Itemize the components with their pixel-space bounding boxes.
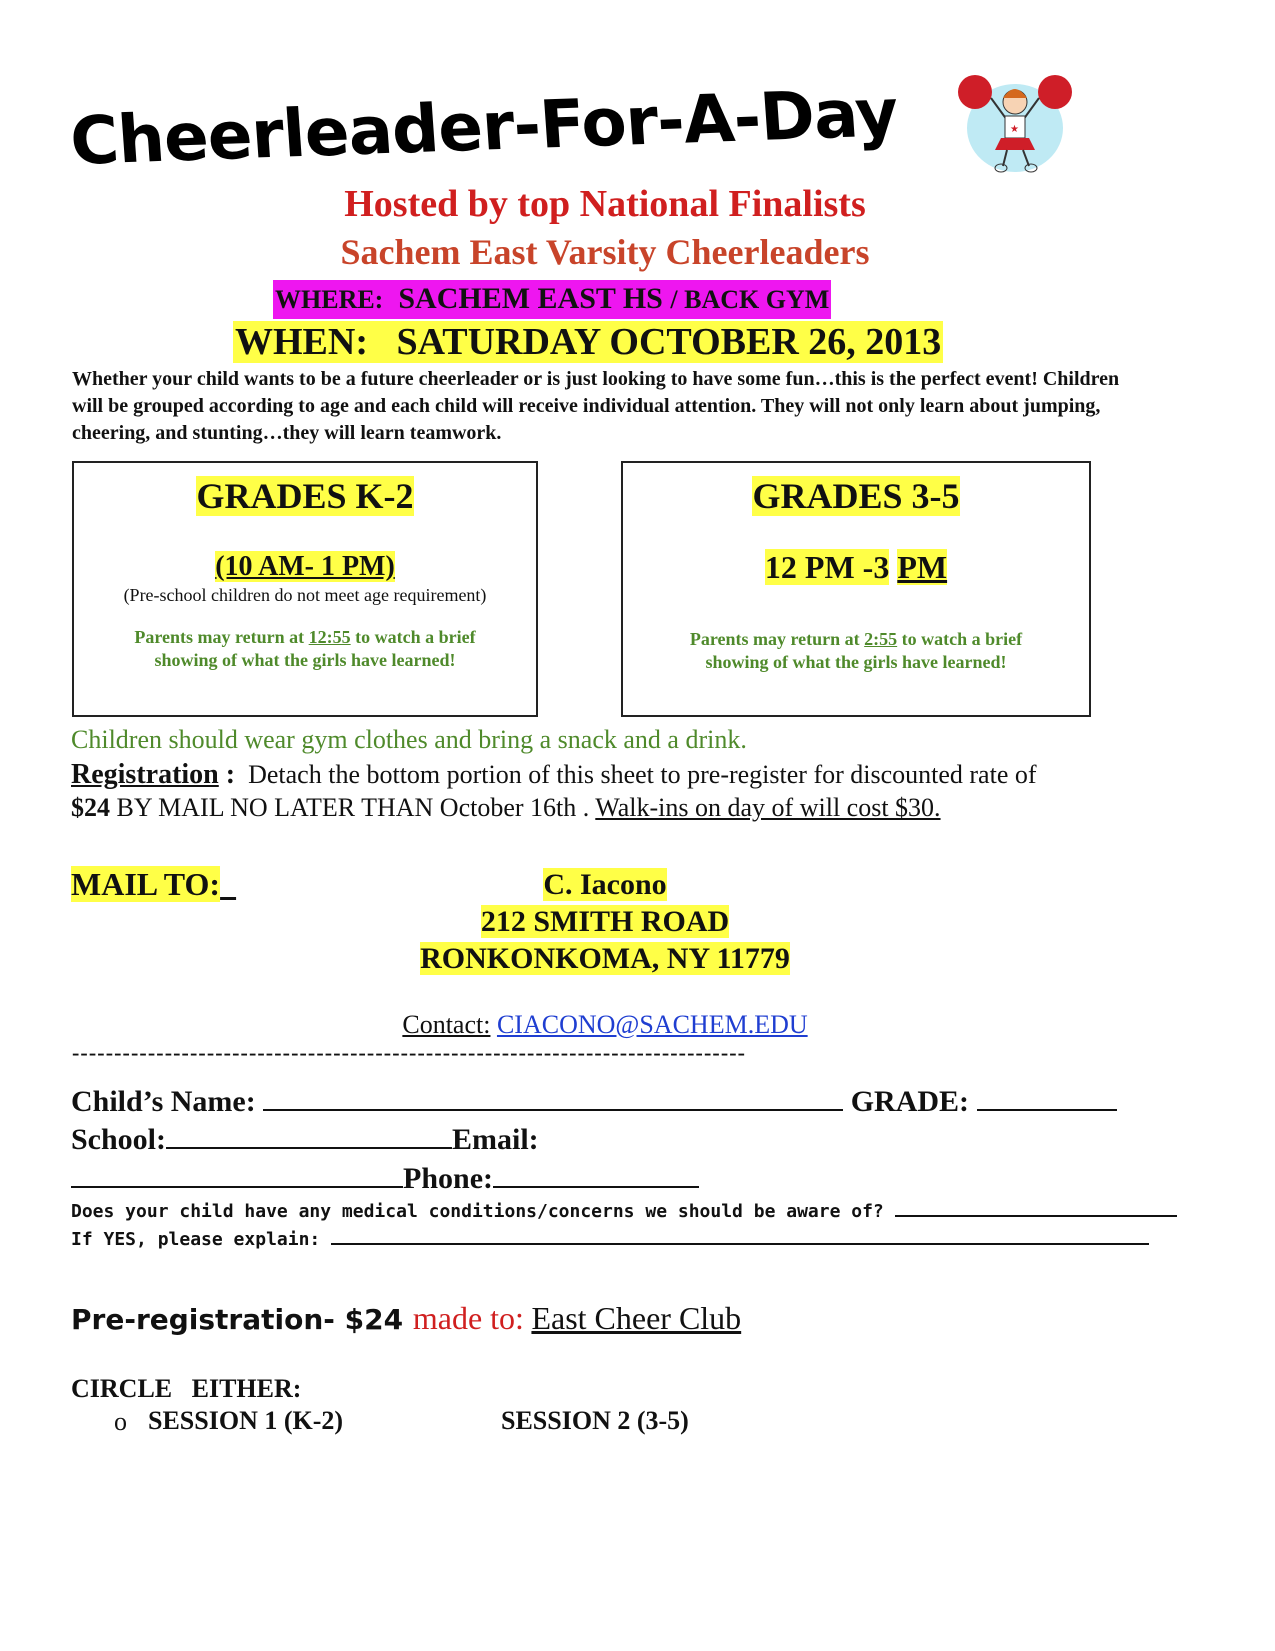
walkins-note: Walk-ins on day of will cost $30. [595,793,941,822]
when-value: SATURDAY OCTOBER 26, 2013 [396,321,942,363]
parents-note-35: Parents may return at 2:55 to watch a brief showing of what the girls have learned! [689,629,1023,672]
email-field[interactable] [71,1185,403,1188]
child-name-label: Child’s Name: [71,1085,256,1118]
registration-text: Registration : Detach the bottom portion of this sheet to pre-register for discounted rate of $24 BY MAIL NO LATER THAN October 16th . Walk-ins on day of will cost $30. [71,759,1037,822]
school-field[interactable] [166,1146,452,1149]
child-name-row [71,1085,1117,1119]
session-1-option[interactable]: SESSION 1 (K-2) [148,1406,344,1435]
where-line [273,280,938,318]
mail-city: RONKONKOMA, NY 11779 [420,942,790,975]
prereg-made-to: made to: [412,1300,524,1336]
explain-row [71,1229,1149,1250]
grades-k2: GRADES K-2 [196,476,414,516]
time-k2: (10 AM- 1 PM) [215,551,395,582]
medical-row [71,1201,1177,1222]
registration-label: Registration [71,759,219,790]
detach-divider: -------------------------------------------------------------------------------- [72,1040,747,1065]
age-note: (Pre-school children do not meet age requirement) [123,585,487,605]
child-name-field[interactable] [263,1108,843,1111]
mail-name: C. Iacono [543,868,667,901]
phone-row [71,1162,699,1196]
school-label: School: [71,1123,167,1156]
session-box-k2 [72,461,538,717]
return-time-k2: 12:55 [308,627,351,647]
school-row [71,1123,539,1157]
contact-label: Contact: [402,1010,491,1039]
grade-field[interactable] [977,1108,1117,1111]
svg-text:★: ★ [1010,124,1019,135]
phone-label: Phone: [403,1162,493,1195]
where-suffix: / BACK GYM [670,285,830,314]
hosted-by: Hosted by top National Finalists [344,183,866,225]
when-line [233,320,943,364]
where-label: WHERE: [275,285,384,314]
email-label: Email: [452,1123,539,1156]
contact-email-link[interactable]: CIACONO@SACHEM.EDU [496,1010,808,1039]
attire-note: Children should wear gym clothes and bring a snack and a drink. [71,725,747,754]
when-label: WHEN: [235,321,368,363]
intro-text: Whether your child wants to be a future cheerleader or is just looking to have some fun…this is the perfect event! Children will be grouped according to age and each child will receive individual attention. They will not only learn about jumping, cheering, and stunting…they will learn teamwork. [72,368,1120,444]
time-35-b: PM [897,549,948,585]
mail-street: 212 SMITH ROAD [480,905,730,938]
parents-note-k2: Parents may return at 12:55 to watch a brief showing of what the girls have learned! [134,627,476,670]
team-name: Sachem East Varsity Cheerleaders [340,232,870,272]
medical-label: Does your child have any medical conditions/concerns we should be aware of? [71,1201,884,1222]
session-2-option[interactable]: SESSION 2 (3-5) [501,1406,689,1435]
cheerleader-icon [955,68,1075,178]
phone-field[interactable] [493,1185,699,1188]
prereg-label: Pre-registration- $24 [71,1303,413,1336]
mail-address [405,866,805,977]
mail-to-label: MAIL TO: [71,866,221,902]
session-box-35 [621,461,1091,717]
where-value: SACHEM EAST HS [398,282,663,315]
contact-line [0,1010,1210,1040]
return-time-35: 2:55 [864,629,898,649]
prereg-line [71,1300,741,1337]
registration-price: $24 [71,793,110,822]
explain-field[interactable] [331,1242,1149,1245]
grades-35: GRADES 3-5 [752,476,960,516]
prereg-club: East Cheer Club [531,1300,742,1336]
bullet-icon: o [114,1407,127,1436]
explain-label: If YES, please explain: [71,1229,321,1250]
grade-label: GRADE: [850,1085,970,1118]
title-text: Cheerleader-For-A-Day [67,74,900,180]
medical-field[interactable] [895,1214,1177,1217]
circle-label: CIRCLE EITHER: [71,1374,302,1403]
time-35-a: 12 PM -3 [764,549,890,585]
